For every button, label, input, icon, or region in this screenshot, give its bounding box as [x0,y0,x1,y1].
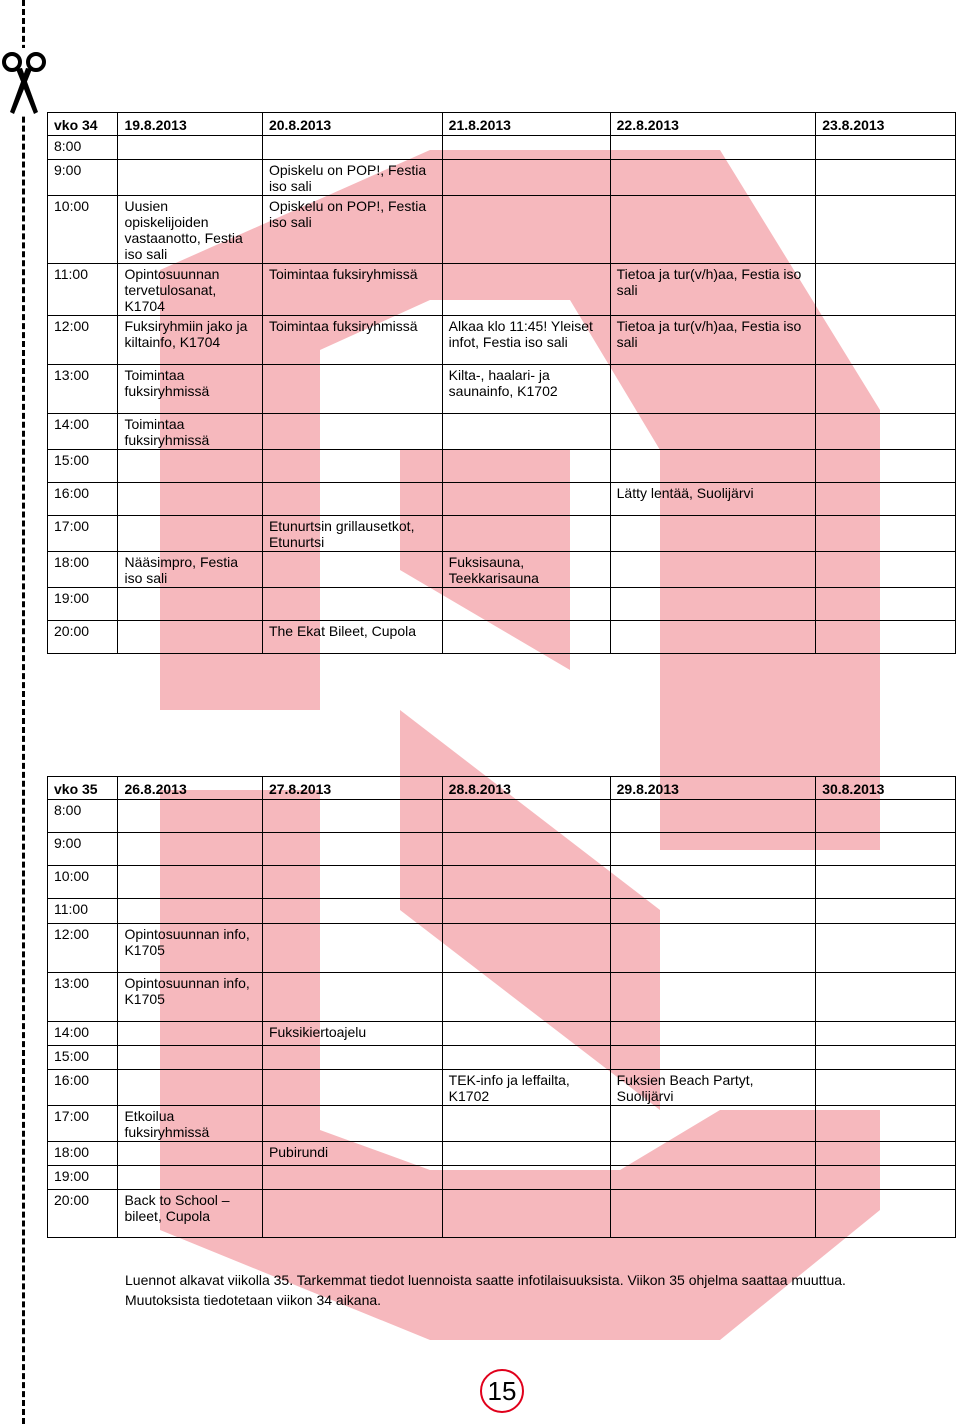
table-row [48,1142,956,1166]
table-row [48,1106,956,1142]
event-cell-mon: Toimintaa fuksiryhmissä [118,414,262,450]
time-cell: 12:00 [48,924,118,973]
event-cell-wed [442,136,610,160]
table-row [48,800,956,833]
event-cell-mon [118,450,262,483]
event-cell-mon: Opintosuunnan info, K1705 [118,973,262,1022]
time-cell: 8:00 [48,800,118,833]
event-cell-tue: Fuksikiertoajelu [262,1022,442,1046]
event-cell-thu: Lätty lentää, Suolijärvi [610,483,816,516]
date-monday: 19.8.2013 [118,113,262,136]
date-wednesday: 28.8.2013 [442,777,610,800]
event-cell-tue [262,866,442,899]
table-row [48,1022,956,1046]
event-cell-thu [610,833,816,866]
time-cell: 17:00 [48,516,118,552]
event-cell-thu [610,365,816,414]
table-row [48,899,956,924]
time-cell: 14:00 [48,1022,118,1046]
event-cell-fri [816,136,956,160]
event-cell-mon [118,833,262,866]
event-cell-fri [816,588,956,621]
event-cell-thu [610,1166,816,1190]
event-cell-fri [816,1046,956,1070]
week-35-schedule [47,776,956,1238]
time-cell: 19:00 [48,1166,118,1190]
time-cell: 20:00 [48,1190,118,1238]
event-cell-tue [262,483,442,516]
footnote [125,1270,885,1310]
event-cell-wed [442,516,610,552]
event-cell-thu [610,136,816,160]
event-cell-wed [442,588,610,621]
event-cell-tue: Opiskelu on POP!, Festia iso sali [262,160,442,196]
date-tuesday: 20.8.2013 [262,113,442,136]
time-cell: 16:00 [48,1070,118,1106]
time-cell: 15:00 [48,450,118,483]
event-cell-fri [816,1022,956,1046]
event-cell-fri [816,1070,956,1106]
event-cell-tue [262,899,442,924]
date-thursday: 22.8.2013 [610,113,816,136]
event-cell-thu [610,516,816,552]
event-cell-mon: Etkoilua fuksiryhmissä [118,1106,262,1142]
event-cell-tue: The Ekat Bileet, Cupola [262,621,442,654]
event-cell-wed [442,800,610,833]
table-row [48,973,956,1022]
table-row [48,160,956,196]
event-cell-wed [442,414,610,450]
event-cell-thu [610,1106,816,1142]
event-cell-tue [262,1190,442,1238]
time-cell: 11:00 [48,264,118,316]
event-cell-fri [816,264,956,316]
table-row [48,552,956,588]
event-cell-fri [816,365,956,414]
time-cell: 20:00 [48,621,118,654]
time-cell: 9:00 [48,160,118,196]
table-row [48,1190,956,1238]
event-cell-fri [816,552,956,588]
table-row [48,264,956,316]
event-cell-mon [118,1142,262,1166]
event-cell-tue [262,1046,442,1070]
event-cell-tue [262,833,442,866]
event-cell-thu: Fuksien Beach Partyt, Suolijärvi [610,1070,816,1106]
time-cell: 11:00 [48,899,118,924]
event-cell-wed [442,1046,610,1070]
date-monday: 26.8.2013 [118,777,262,800]
time-cell: 16:00 [48,483,118,516]
event-cell-thu [610,1190,816,1238]
event-cell-tue [262,450,442,483]
event-cell-fri [816,450,956,483]
event-cell-mon [118,483,262,516]
event-cell-wed [442,1142,610,1166]
event-cell-wed: TEK-info ja leffailta, K1702 [442,1070,610,1106]
table-row [48,450,956,483]
event-cell-tue: Opiskelu on POP!, Festia iso sali [262,196,442,264]
event-cell-thu [610,588,816,621]
event-cell-fri [816,899,956,924]
event-cell-mon: Fuksiryhmiin jako ja kiltainfo, K1704 [118,316,262,365]
event-cell-wed: Kilta-, haalari- ja saunainfo, K1702 [442,365,610,414]
event-cell-wed [442,1166,610,1190]
event-cell-thu: Tietoa ja tur(v/h)aa, Festia iso sali [610,264,816,316]
time-cell: 8:00 [48,136,118,160]
event-cell-tue [262,800,442,833]
event-cell-thu [610,1022,816,1046]
event-cell-wed [442,621,610,654]
week-label: vko 35 [48,777,118,800]
event-cell-wed [442,866,610,899]
event-cell-wed [442,196,610,264]
table-row [48,924,956,973]
table-row [48,833,956,866]
table-row [48,1166,956,1190]
table-row [48,621,956,654]
event-cell-tue: Etunurtsin grillausetkot, Etunurtsi [262,516,442,552]
event-cell-tue: Toimintaa fuksiryhmissä [262,264,442,316]
week-35-rows [48,800,956,1238]
week-label: vko 34 [48,113,118,136]
event-cell-tue [262,136,442,160]
event-cell-thu [610,414,816,450]
event-cell-mon [118,621,262,654]
time-cell: 13:00 [48,973,118,1022]
event-cell-thu [610,552,816,588]
event-cell-mon [118,1166,262,1190]
event-cell-fri [816,516,956,552]
week-34-schedule [47,112,956,654]
event-cell-wed: Alkaa klo 11:45! Yleiset infot, Festia iso sali [442,316,610,365]
event-cell-fri [816,316,956,365]
date-thursday: 29.8.2013 [610,777,816,800]
event-cell-tue [262,1166,442,1190]
event-cell-mon [118,800,262,833]
time-cell: 17:00 [48,1106,118,1142]
event-cell-tue [262,1106,442,1142]
event-cell-thu [610,899,816,924]
time-cell: 18:00 [48,552,118,588]
table-row [48,1046,956,1070]
event-cell-thu [610,621,816,654]
event-cell-wed [442,833,610,866]
event-cell-thu [610,160,816,196]
event-cell-fri [816,800,956,833]
time-cell: 15:00 [48,1046,118,1070]
event-cell-mon: Nääsimpro, Festia iso sali [118,552,262,588]
time-cell: 10:00 [48,196,118,264]
date-friday: 23.8.2013 [816,113,956,136]
event-cell-wed: Fuksisauna, Teekkarisauna [442,552,610,588]
event-cell-wed [442,264,610,316]
time-cell: 14:00 [48,414,118,450]
event-cell-mon [118,1070,262,1106]
table-row [48,866,956,899]
event-cell-thu: Tietoa ja tur(v/h)aa, Festia iso sali [610,316,816,365]
event-cell-wed [442,1022,610,1046]
event-cell-mon: Back to School – bileet, Cupola [118,1190,262,1238]
event-cell-fri [816,1142,956,1166]
event-cell-tue [262,973,442,1022]
date-tuesday: 27.8.2013 [262,777,442,800]
table-row [48,588,956,621]
table-row [48,516,956,552]
event-cell-mon [118,899,262,924]
event-cell-thu [610,973,816,1022]
event-cell-wed [442,160,610,196]
date-friday: 30.8.2013 [816,777,956,800]
event-cell-thu [610,924,816,973]
event-cell-tue: Pubirundi [262,1142,442,1166]
footnote-line-1: Luennot alkavat viikolla 35. Tarkemmat tiedot luennoista saatte infotilaisuuksista. Viikon 35 ohjelma saattaa muuttua. [125,1272,846,1288]
event-cell-mon [118,588,262,621]
event-cell-wed [442,450,610,483]
event-cell-fri [816,414,956,450]
event-cell-mon: Opintosuunnan info, K1705 [118,924,262,973]
time-cell: 18:00 [48,1142,118,1166]
event-cell-tue [262,365,442,414]
event-cell-wed [442,899,610,924]
event-cell-wed [442,924,610,973]
event-cell-fri [816,483,956,516]
event-cell-wed [442,1190,610,1238]
event-cell-mon [118,160,262,196]
event-cell-wed [442,1106,610,1142]
time-cell: 9:00 [48,833,118,866]
event-cell-thu [610,800,816,833]
event-cell-tue [262,552,442,588]
event-cell-mon [118,1022,262,1046]
event-cell-fri [816,1106,956,1142]
time-cell: 12:00 [48,316,118,365]
event-cell-mon [118,1046,262,1070]
event-cell-thu [610,196,816,264]
table-row [48,196,956,264]
table-row [48,1070,956,1106]
event-cell-mon: Toimintaa fuksiryhmissä [118,365,262,414]
table-row [48,414,956,450]
event-cell-fri [816,160,956,196]
footnote-line-2: Muutoksista tiedotetaan viikon 34 aikana. [125,1292,382,1308]
time-cell: 13:00 [48,365,118,414]
event-cell-thu [610,1142,816,1166]
event-cell-thu [610,1046,816,1070]
event-cell-mon: Uusien opiskelijoiden vastaanotto, Festia iso sali [118,196,262,264]
event-cell-fri [816,833,956,866]
page-number: 15 [480,1369,524,1413]
event-cell-tue [262,924,442,973]
cut-line [22,0,25,1424]
event-cell-thu [610,866,816,899]
event-cell-tue [262,1070,442,1106]
event-cell-mon [118,516,262,552]
table-row [48,316,956,365]
event-cell-tue [262,588,442,621]
event-cell-tue: Toimintaa fuksiryhmissä [262,316,442,365]
event-cell-fri [816,1190,956,1238]
time-cell: 10:00 [48,866,118,899]
table-row [48,365,956,414]
event-cell-fri [816,924,956,973]
scissors-icon [0,48,48,116]
event-cell-tue [262,414,442,450]
event-cell-mon [118,866,262,899]
week-34-rows [48,136,956,654]
week-34-header-row [48,113,956,136]
table-row [48,136,956,160]
event-cell-mon: Opintosuunnan tervetulosanat, K1704 [118,264,262,316]
date-wednesday: 21.8.2013 [442,113,610,136]
time-cell: 19:00 [48,588,118,621]
event-cell-fri [816,866,956,899]
event-cell-mon [118,136,262,160]
event-cell-wed [442,973,610,1022]
event-cell-wed [442,483,610,516]
event-cell-fri [816,196,956,264]
event-cell-fri [816,621,956,654]
event-cell-fri [816,973,956,1022]
event-cell-thu [610,450,816,483]
week-35-header-row [48,777,956,800]
table-row [48,483,956,516]
event-cell-fri [816,1166,956,1190]
